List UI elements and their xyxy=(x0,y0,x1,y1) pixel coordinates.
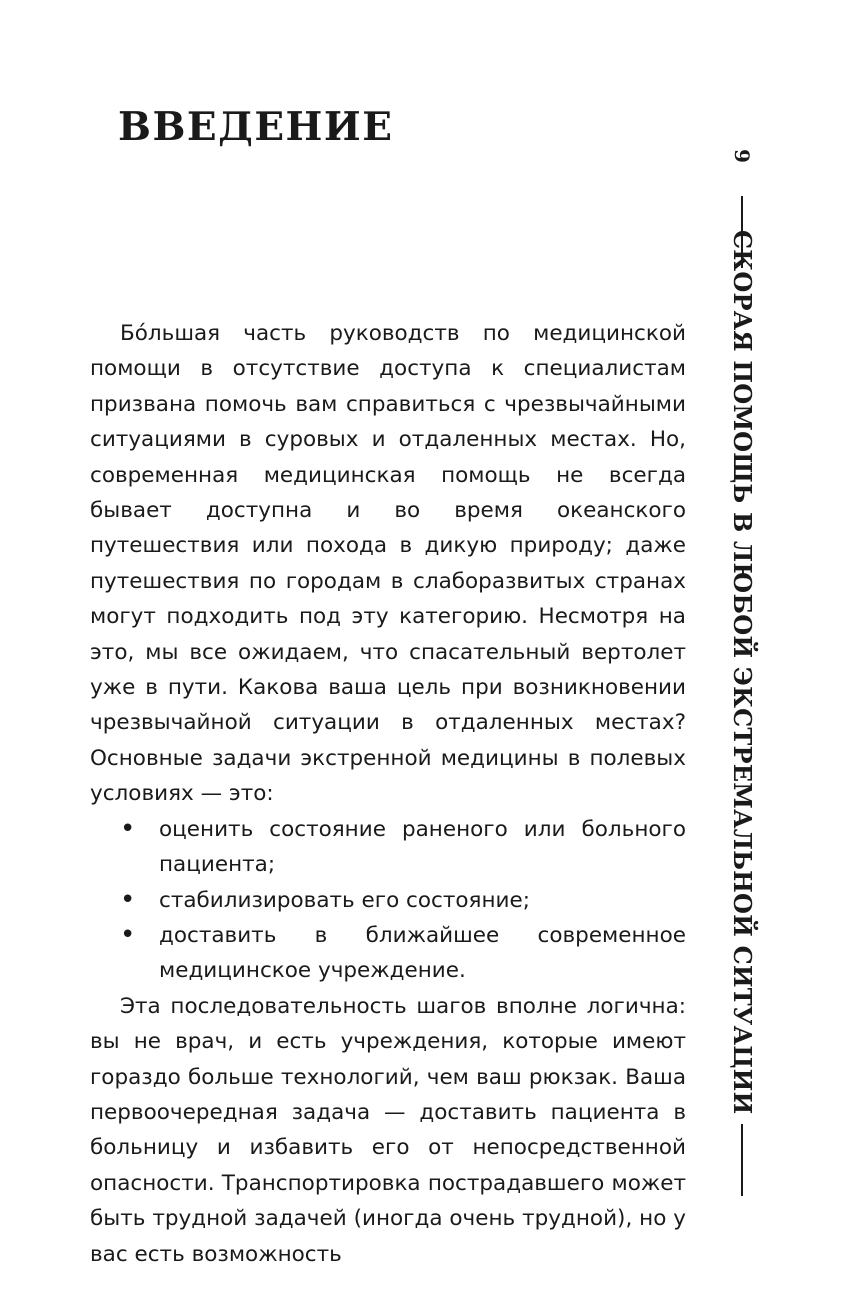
paragraph-intro: Бóльшая часть руководств по медицинской помощи в отсутствие доступа к специалистам призвана помочь вам справиться с чрезвычайными ситуациями в суровых и отдаленных местах. Но, современная медицинская помощь не всегда бывает доступна и во время океанского путешествия или похода в дикую природу; даже путешествия по городам в слаборазвитых странах могут подходить под эту категорию. Несмотря на это, мы все ожидаем, что спасательный вертолет уже в пути. Какова ваша цель при возникновении чрезвычайной ситуации в отдаленных местах? Основные задачи экстренной медицины в полевых условиях — это: xyxy=(90,321,686,807)
running-title xyxy=(722,229,762,1115)
body-text xyxy=(90,316,686,1272)
chapter-title: ВВЕДЕНИЕ xyxy=(118,104,394,150)
side-rail xyxy=(722,0,762,1312)
divider-bottom xyxy=(741,1124,743,1196)
task-list xyxy=(90,812,686,989)
task-list-item-stabilize: • стабилизировать его состояние; xyxy=(90,883,686,918)
page-number: 9 xyxy=(730,149,754,163)
task-list-item-transport: • доставить в ближайшее современное медицинское учреждение. xyxy=(90,918,686,989)
paragraph-sequence: Эта последовательность шагов вполне логична: вы не врач, и есть учреждения, которые имеют гораздо больше технологий, чем ваш рюкзак. Ваша первоочередная задача — доставить пациента в больницу и избавить его от непосредственной опасности. Транспортировка пострадавшего может быть трудной задачей (иногда очень трудной), но у вас есть возможность xyxy=(90,993,686,1267)
running-title-text: СКОРАЯ ПОМОЩЬ В ЛЮБОЙ ЭКСТРЕМАЛЬНОЙ СИТУАЦИИ xyxy=(728,229,757,1115)
task-list-item-assess: • оценить состояние раненого или больного пациента; xyxy=(90,812,686,883)
